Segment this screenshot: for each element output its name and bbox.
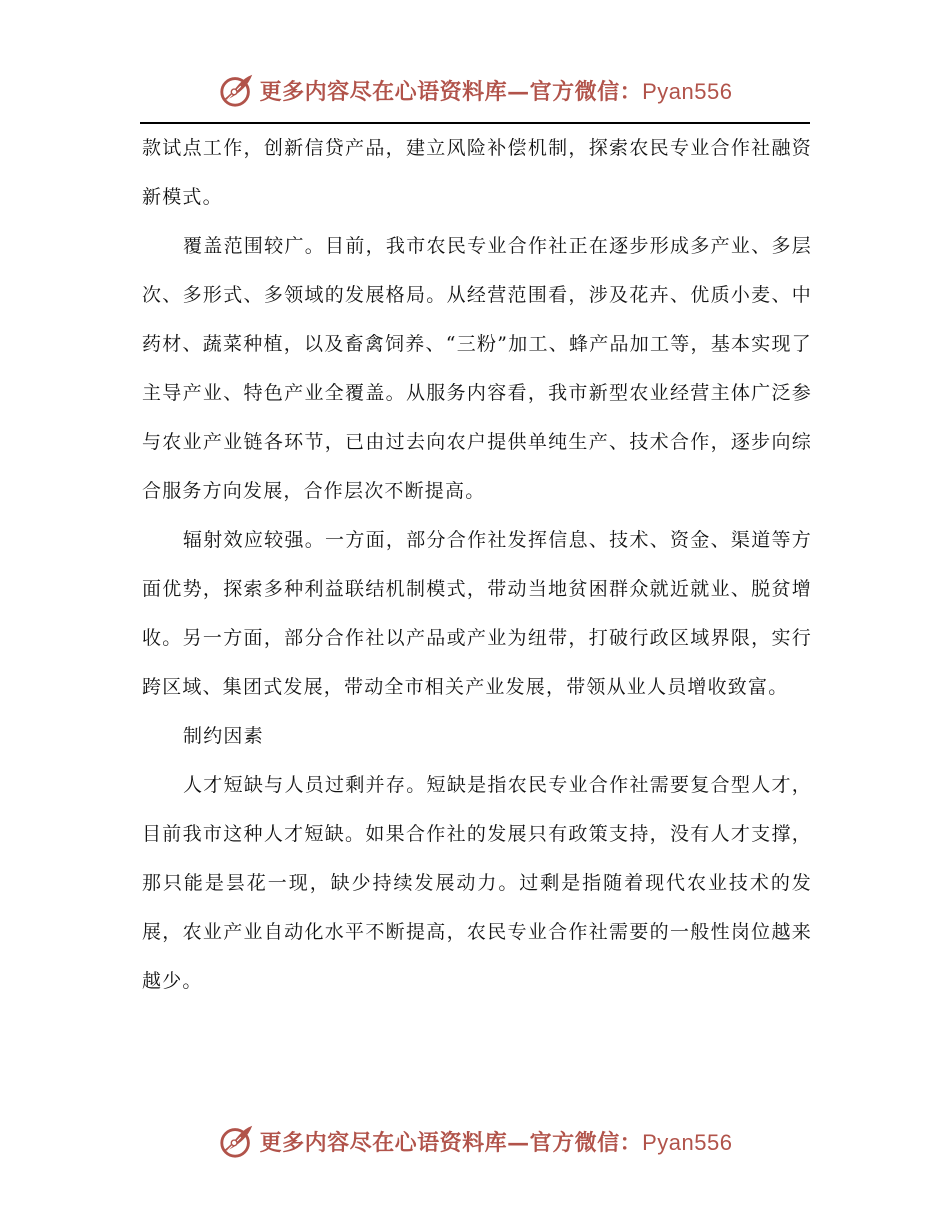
paragraph-coverage: 覆盖范围较广。目前，我市农民专业合作社正在逐步形成多产业、多层次、多形式、多领域的发展格局。从经营范围看，涉及花卉、优质小麦、中药材、蔬菜种植，以及畜禽饲养、“三粉”加工、蜂产品加工等，基本实现了主导产业、特色产业全覆盖。从服务内容看，我市新型农业经营主体广泛参与农业产业链各环节，已由过去向农户提供单纯生产、技术合作，逐步向综合服务方向发展，合作层次不断提高。 [142, 235, 812, 502]
banner-text: 更多内容尽在心语资料库—官方微信：Pyan556 [259, 1129, 733, 1156]
footer-banner [0, 1121, 950, 1161]
wechat-id: Pyan556 [642, 1129, 733, 1155]
paragraph-continuation: 款试点工作，创新信贷产品，建立风险补偿机制，探索农民专业合作社融资新模式。 [142, 137, 812, 208]
quill-logo-icon [218, 71, 256, 109]
quill-logo-icon [218, 1122, 256, 1160]
section-heading-constraints: 制约因素 [183, 725, 264, 747]
document-body [142, 124, 812, 1006]
paragraph-talent: 人才短缺与人员过剩并存。短缺是指农民专业合作社需要复合型人才，目前我市这种人才短缺。如果合作社的发展只有政策支持，没有人才支撑，那只能是昙花一现，缺少持续发展动力。过剩是指随着现代农业技术的发展，农业产业自动化水平不断提高，农民专业合作社需要的一般性岗位越来越少。 [142, 774, 812, 992]
wechat-id: Pyan556 [642, 78, 733, 104]
header-banner [0, 70, 950, 110]
paragraph-radiation-effect: 辐射效应较强。一方面，部分合作社发挥信息、技术、资金、渠道等方面优势，探索多种利益联结机制模式，带动当地贫困群众就近就业、脱贫增收。另一方面，部分合作社以产品或产业为纽带，打破行政区域界限，实行跨区域、集团式发展，带动全市相关产业发展，带领从业人员增收致富。 [142, 529, 812, 698]
banner-text: 更多内容尽在心语资料库—官方微信：Pyan556 [259, 78, 733, 105]
